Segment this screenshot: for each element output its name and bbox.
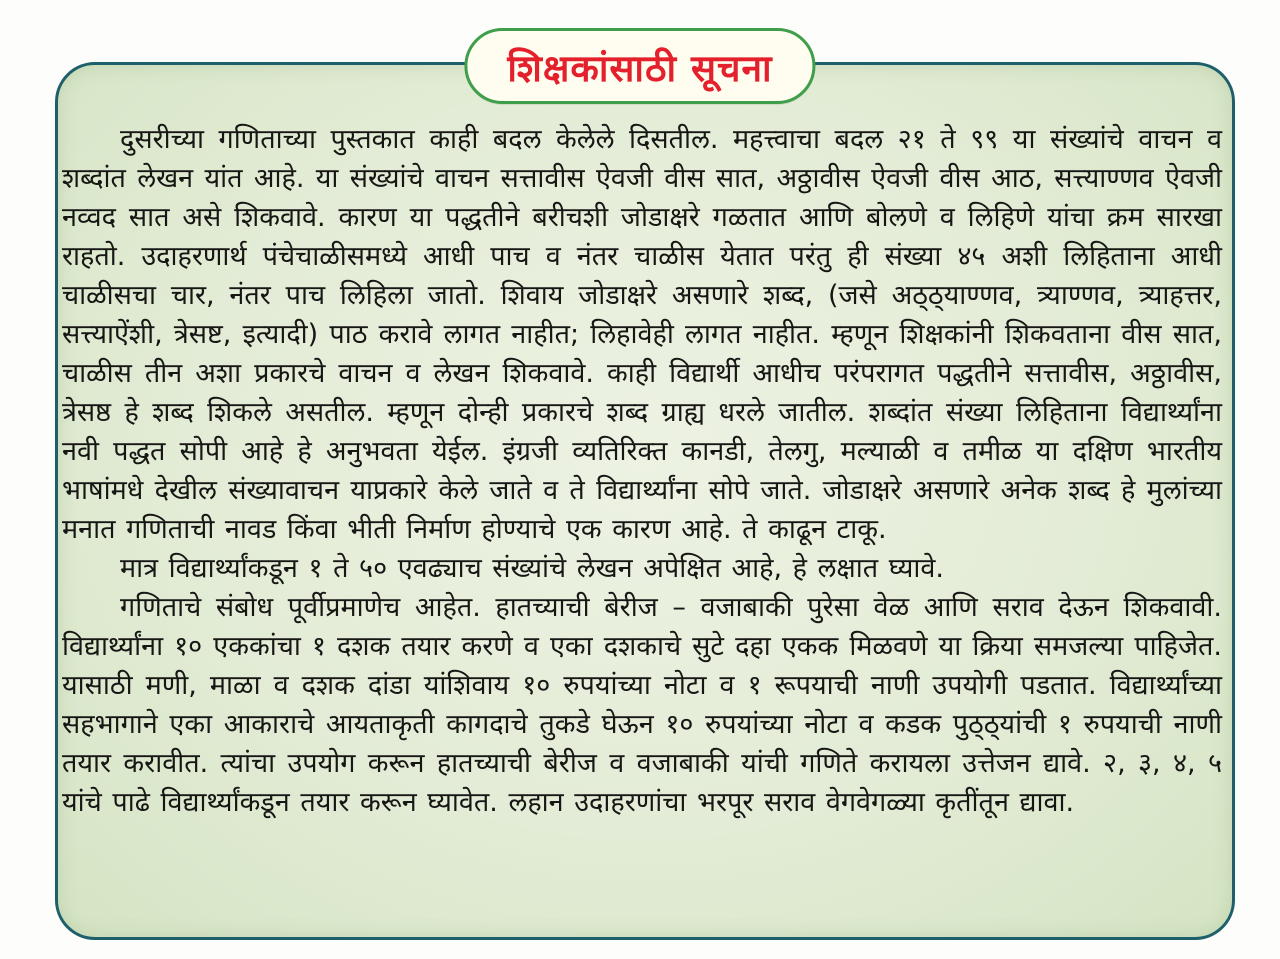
paragraph-concepts-and-practice: गणिताचे संबोध पूर्वीप्रमाणेच आहेत. हातच्याची बेरीज – वजाबाकी पुरेसा वेळ आणि सराव देऊन शिकवावी. विद्यार्थ्यांना १० एककांचा १ दशक तयार करणे व एका दशकाचे सुटे दहा एकक मिळवणे या क्रिया समजल्या पाहिजेत. यासाठी मणी, माळा व दशक दांडा यांशिवाय १० रुपयांच्या नोटा व १ रूपयाची नाणी उपयोगी पडतात. विद्यार्थ्यांच्या सहभागाने एका आकाराचे आयताकृती कागदाचे तुकडे घेऊन १० रुपयांच्या नोटा व कडक पुठ्ठ्यांची १ रुपयाची नाणी तयार करावीत. त्यांचा उपयोग करून हातच्याची बेरीज व वजाबाकी यांची गणिते करायला उत्तेजन द्यावे. २, ३, ४, ५ यांचे पाढे विद्यार्थ्यांकडून तयार करून घ्यावेत. लहान उदाहरणांचा भरपूर सराव वेगवेगळ्या कृतींतून द्यावा. — [62, 592, 1222, 818]
page-title: शिक्षकांसाठी सूचना — [507, 46, 773, 90]
note-content — [62, 120, 1222, 822]
paragraph-writing-expectation: मात्र विद्यार्थ्यांकडून १ ते ५० एवढ्याच संख्यांचे लेखन अपेक्षित आहे, हे लक्षात घ्यावे. — [120, 553, 944, 584]
title-badge — [464, 28, 815, 104]
paragraph-number-reading-changes: दुसरीच्या गणिताच्या पुस्तकात काही बदल केलेले दिसतील. महत्त्वाचा बदल २१ ते ९९ या संख्यांचे वाचन व शब्दांत लेखन यांत आहे. या संख्यांचे वाचन सत्तावीस ऐवजी वीस सात, अठ्ठावीस ऐवजी वीस आठ, सत्त्याण्णव ऐवजी नव्वद सात असे शिकवावे. कारण या पद्धतीने बरीचशी जोडाक्षरे गळतात आणि बोलणे व लिहिणे यांचा क्रम सारखा राहतो. उदाहरणार्थ पंचेचाळीसमध्ये आधी पाच व नंतर चाळीस येतात परंतु ही संख्या ४५ अशी लिहिताना आधी चाळीसचा चार, नंतर पाच लिहिला जातो. शिवाय जोडाक्षरे असणारे शब्द, (जसे अठ्ठ्याण्णव, त्र्याण्णव, त्र्याहत्तर, सत्त्याऐंशी, त्रेसष्ट, इत्यादी) पाठ करावे लागत नाहीत; लिहावेही लागत नाहीत. म्हणून शिक्षकांनी शिकवताना वीस सात, चाळीस तीन अशा प्रकारचे वाचन व लेखन शिकवावे. काही विद्यार्थी आधीच परंपरागत पद्धतीने सत्तावीस, अठ्ठावीस, त्रेसष्ठ हे शब्द शिकले असतील. म्हणून दोन्ही प्रकारचे शब्द ग्राह्य धरले जातील. शब्दांत संख्या लिहिताना विद्यार्थ्यांना नवी पद्धत सोपी आहे हे अनुभवता येईल. इंग्रजी व्यतिरिक्त कानडी, तेलगु, मल्याळी व तमीळ या दक्षिण भारतीय भाषांमधे देखील संख्यावाचन याप्रकारे केले जाते व ते विद्यार्थ्यांना सोपे जाते. जोडाक्षरे असणारे अनेक शब्द हे मुलांच्या मनात गणिताची नावड किंवा भीती निर्माण होण्याचे एक कारण आहे. ते काढून टाकू. — [62, 124, 1222, 545]
